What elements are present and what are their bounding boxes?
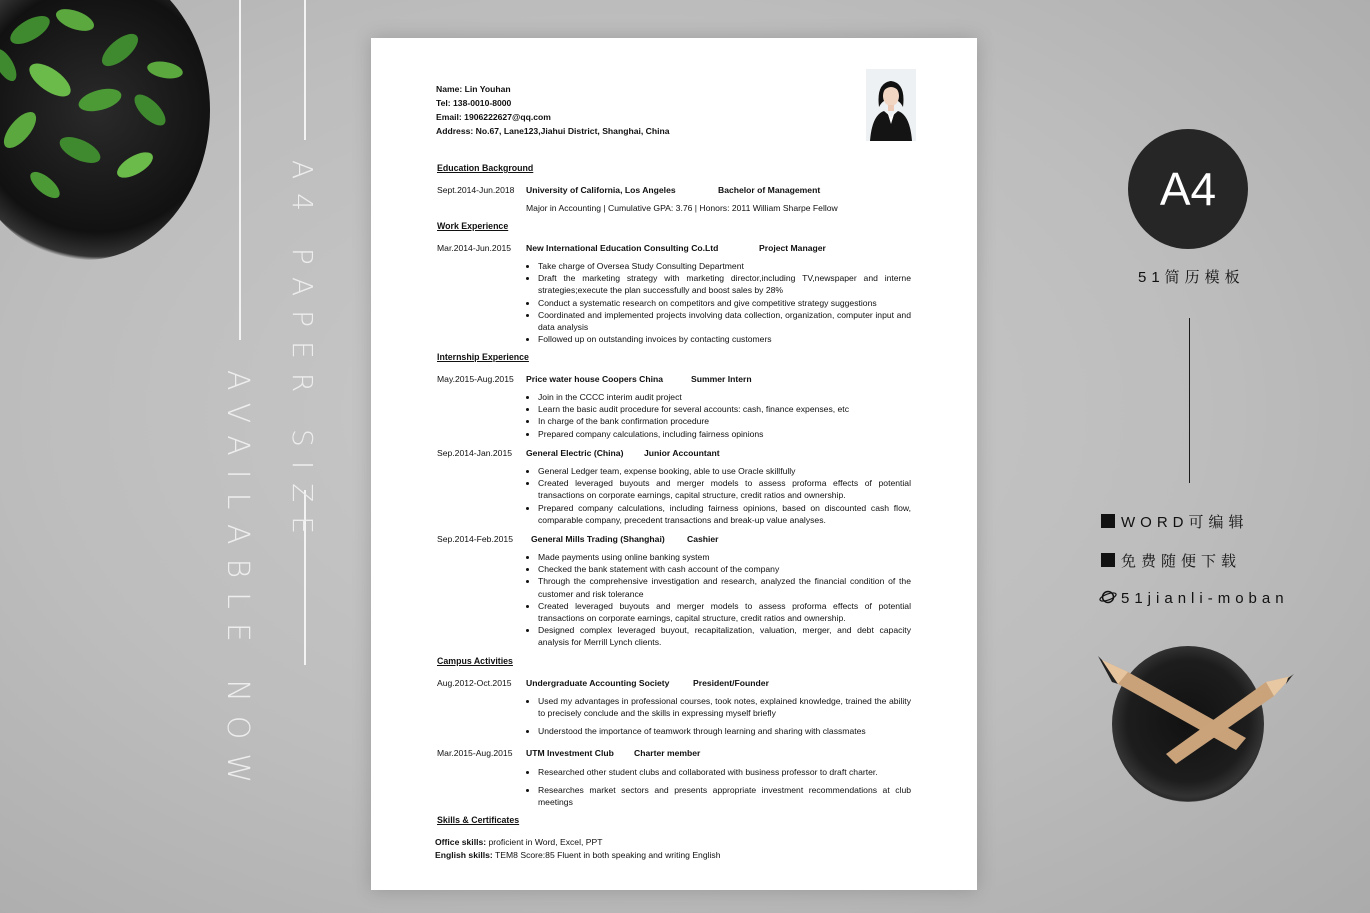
- work-date: Mar.2014-Jun.2015: [437, 243, 512, 253]
- office-skills-line: [435, 836, 603, 848]
- vertical-text-available: AVAILABLE NOW: [220, 370, 255, 798]
- english-skills-label: English skills:: [435, 850, 493, 860]
- section-skills-heading: Skills & Certificates: [437, 815, 520, 825]
- resume-name: Name: Lin Youhan: [436, 84, 511, 94]
- list-item: • Created leveraged buyouts and merger models to assess proforma effects of potential transactions on corporate earnings, capital structure, credit ratios and ownership.: [538, 477, 911, 501]
- internship-company: General Electric (China): [526, 448, 624, 458]
- feature-word-label: WORD可编辑: [1121, 514, 1249, 531]
- resume-paper: [371, 38, 977, 890]
- internship-bullets: [526, 551, 911, 649]
- list-item: • General Ledger team, expense booking, able to use Oracle skillfully: [538, 465, 911, 477]
- internship-company: General Mills Trading (Shanghai): [531, 534, 665, 544]
- resume-address: Address: No.67, Lane123,Jiahui District, Shanghai, China: [436, 126, 670, 136]
- pencils-decoration: [1096, 654, 1296, 764]
- campus-role: Charter member: [634, 748, 701, 758]
- campus-role: President/Founder: [693, 678, 769, 688]
- education-details: Major in Accounting | Cumulative GPA: 3.76 | Honors: 2011 William Sharpe Fellow: [526, 203, 838, 213]
- template-subtitle: 51简历模板: [1138, 269, 1245, 286]
- left-divider-line-1: [239, 0, 241, 340]
- brand-label: 51jianli-moban: [1121, 590, 1289, 607]
- work-bullets: [526, 260, 911, 345]
- square-bullet-icon: [1101, 514, 1115, 528]
- section-education-heading: Education Background: [437, 163, 534, 173]
- internship-date: Sep.2014-Jan.2015: [437, 448, 513, 458]
- planet-icon: [1099, 589, 1117, 605]
- campus-date: Mar.2015-Aug.2015: [437, 748, 513, 758]
- list-item: • Created leveraged buyouts and merger models to assess proforma effects of potential transactions on corporate earnings, capital structure, credit ratios and ownership.: [538, 600, 911, 624]
- section-internship-heading: Internship Experience: [437, 352, 529, 362]
- english-skills-line: [435, 849, 721, 861]
- a4-badge: A4: [1128, 129, 1248, 249]
- section-campus-heading: Campus Activities: [437, 656, 513, 666]
- campus-bullets: [526, 695, 911, 738]
- vertical-text-paper-size: A4 PAPER SIZE: [286, 160, 319, 548]
- list-item: • Conduct a systematic research on competitors and give competitive strategy suggestions: [538, 297, 911, 309]
- campus-org: UTM Investment Club: [526, 748, 614, 758]
- feature-word-editable: [1101, 511, 1249, 532]
- list-item: • Learn the basic audit procedure for several accounts: cash, finance expenses, etc: [538, 403, 911, 415]
- work-role: Project Manager: [759, 243, 826, 253]
- english-skills-value: TEM8 Score:85 Fluent in both speaking and writing English: [492, 850, 721, 860]
- internship-company: Price water house Coopers China: [526, 374, 664, 384]
- plant-leaves-decoration: [0, 0, 200, 230]
- internship-date: Sep.2014-Feb.2015: [437, 534, 513, 544]
- internship-role: Junior Accountant: [644, 448, 720, 458]
- list-item: • Researched other student clubs and collaborated with business professor to draft charter.: [538, 766, 911, 778]
- section-work-heading: Work Experience: [437, 221, 509, 231]
- list-item: • Coordinated and implemented projects involving data collection, organization, computer input and data analysis: [538, 309, 911, 333]
- resume-tel: Tel: 138-0010-8000: [436, 98, 512, 108]
- list-item: • Take charge of Oversea Study Consulting Department: [538, 260, 911, 272]
- feature-free-download: [1101, 550, 1241, 571]
- campus-bullets: [526, 766, 911, 809]
- list-item: • Made payments using online banking system: [538, 551, 911, 563]
- list-item: • Join in the CCCC interim audit project: [538, 391, 911, 403]
- education-date: Sept.2014-Jun.2018: [437, 185, 515, 195]
- list-item: • Checked the bank statement with cash account of the company: [538, 563, 911, 575]
- internship-role: Cashier: [687, 534, 719, 544]
- list-item: • In charge of the bank confirmation procedure: [538, 415, 911, 427]
- brand-handle: [1099, 589, 1289, 607]
- list-item: • Through the comprehensive investigation and research, analyzed the financial condition of the customer and risk tolerance: [538, 575, 911, 599]
- campus-org: Undergraduate Accounting Society: [526, 678, 670, 688]
- internship-date: May.2015-Aug.2015: [437, 374, 514, 384]
- list-item: • Followed up on outstanding invoices by contacting customers: [538, 333, 911, 345]
- list-item: • Prepared company calculations, including fairness opinions, based on discounted cash flow, comparable company, precedent transactions and break-up value analyses.: [538, 502, 911, 526]
- feature-download-label: 免费随便下载: [1121, 553, 1242, 570]
- list-item: • Draft the marketing strategy with marketing director,including TV,newspaper and interne strategies;execute the plan successfully and boost sales by 28%: [538, 272, 911, 296]
- campus-date: Aug.2012-Oct.2015: [437, 678, 512, 688]
- left-divider-line-2: [304, 0, 306, 140]
- list-item: • Prepared company calculations, including fairness opinions: [538, 428, 911, 440]
- list-item: • Understood the importance of teamwork through learning and sharing with classmates: [538, 725, 911, 737]
- office-skills-value: proficient in Word, Excel, PPT: [486, 837, 603, 847]
- internship-bullets: [526, 391, 911, 440]
- office-skills-label: Office skills:: [435, 837, 487, 847]
- internship-bullets: [526, 465, 911, 526]
- internship-role: Summer Intern: [691, 374, 752, 384]
- resume-email: Email: 1906222627@qq.com: [436, 112, 551, 122]
- profile-photo: [866, 69, 916, 141]
- education-school: University of California, Los Angeles: [526, 185, 676, 195]
- list-item: • Researches market sectors and presents appropriate investment recommendations at club meetings: [538, 784, 911, 808]
- right-divider-line: [1189, 318, 1190, 483]
- work-company: New International Education Consulting Co.Ltd: [526, 243, 719, 253]
- square-bullet-icon: [1101, 553, 1115, 567]
- list-item: • Used my advantages in professional courses, took notes, explained knowledge, trained the ability to precisely conclude and the skills in expressing myself briefly: [538, 695, 911, 719]
- education-degree: Bachelor of Management: [718, 185, 821, 195]
- list-item: • Designed complex leveraged buyout, recapitalization, valuation, merger, and debt capacity analysis for Merrill Lynch clients.: [538, 624, 911, 648]
